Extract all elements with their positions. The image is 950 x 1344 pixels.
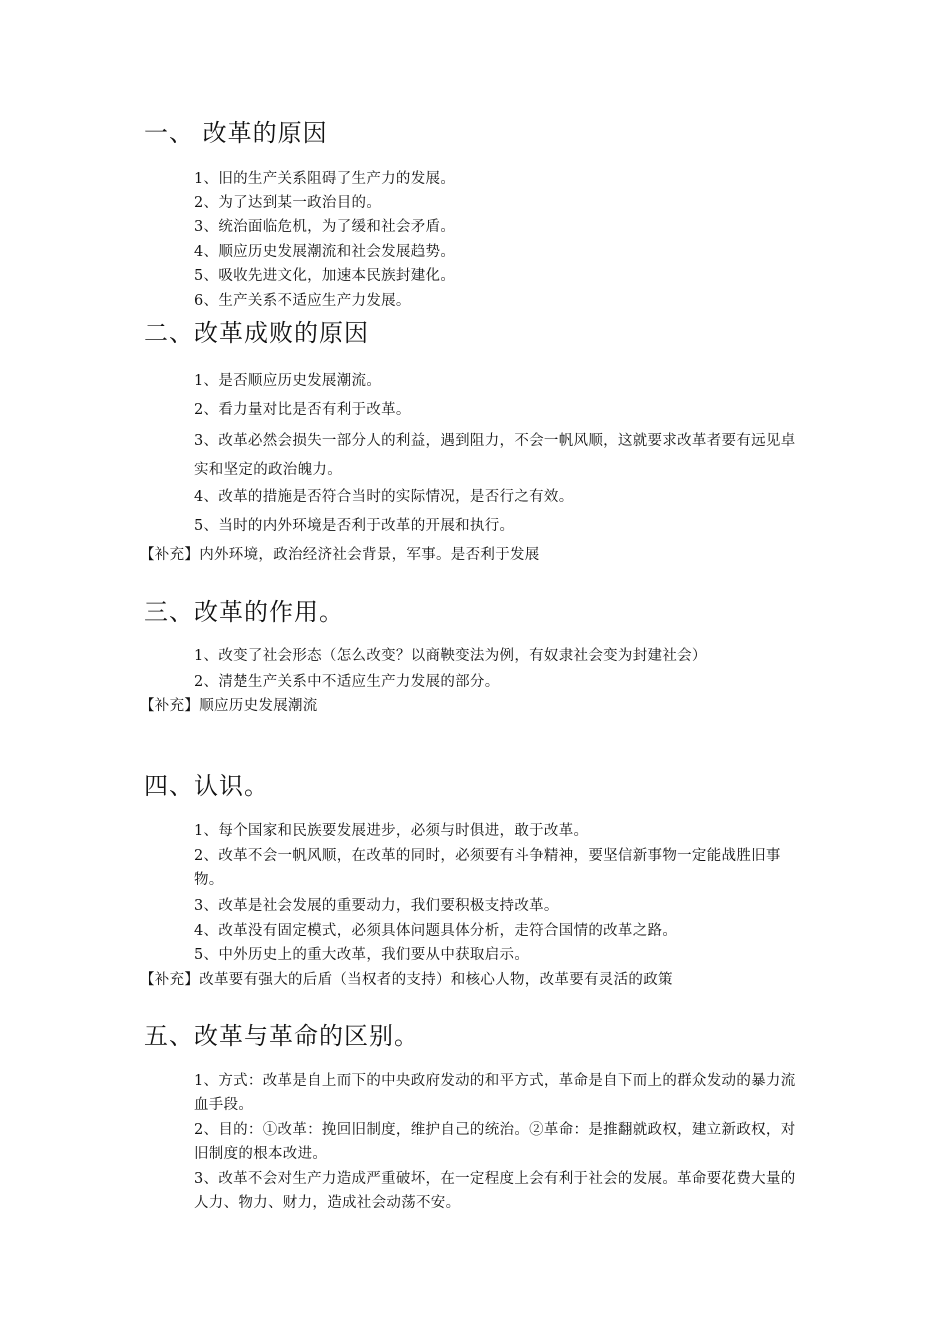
section-4-item-3: 3、改革是社会发展的重要动力，我们要积极支持改革。: [194, 898, 559, 914]
section-2-item-2: 2、看力量对比是否有利于改革。: [194, 402, 411, 418]
section-1-item-3: 3、统治面临危机，为了缓和社会矛盾。: [194, 219, 456, 235]
section-3-supplement: 【补充】顺应历史发展潮流: [140, 698, 318, 714]
section-5-item-1: 1、方式：改革是自上而下的中央政府发动的和平方式，革命是自下而上的群众发动的暴力流血手段。: [194, 1073, 796, 1113]
section-1-item-4: 4、顺应历史发展潮流和社会发展趋势。: [194, 244, 456, 260]
section-1-item-1: 1、旧的生产关系阻碍了生产力的发展。: [194, 171, 456, 187]
section-4-item-5: 5、中外历史上的重大改革，我们要从中获取启示。: [194, 947, 530, 963]
section-2-supplement: 【补充】内外环境，政治经济社会背景，军事。是否利于发展: [140, 547, 540, 563]
section-4-supplement: 【补充】改革要有强大的后盾（当权者的支持）和核心人物，改革要有灵活的政策: [140, 972, 673, 988]
section-2-item-3: 3、改革必然会损失一部分人的利益，遇到阻力，不会一帆风顺，这就要求改革者要有远见卓实和坚定的政治魄力。: [194, 433, 796, 478]
section-4-item-4: 4、改革没有固定模式，必须具体问题具体分析，走符合国情的改革之路。: [194, 923, 678, 939]
section-1-heading: 一、 改革的原因: [144, 119, 328, 147]
section-2-item-5: 5、当时的内外环境是否利于改革的开展和执行。: [194, 518, 515, 534]
section-2-item-1: 1、是否顺应历史发展潮流。: [194, 373, 382, 389]
section-5-heading: 五、改革与革命的区别。: [144, 1022, 419, 1050]
section-5-item-3: 3、改革不会对生产力造成严重破坏，在一定程度上会有利于社会的发展。革命要花费大量的人力、物力、财力，造成社会动荡不安。: [194, 1171, 796, 1211]
section-2-item-4: 4、改革的措施是否符合当时的实际情况，是否行之有效。: [194, 489, 574, 505]
section-4-heading: 四、认识。: [144, 772, 269, 800]
section-1-item-6: 6、生产关系不适应生产力发展。: [194, 293, 411, 309]
section-4-item-2: 2、改革不会一帆风顺，在改革的同时，必须要有斗争精神，要坚信新事物一定能战胜旧事物。: [194, 848, 781, 888]
section-1-item-2: 2、为了达到某一政治目的。: [194, 195, 382, 211]
section-4-item-1: 1、每个国家和民族要发展进步，必须与时俱进，敢于改革。: [194, 823, 589, 839]
section-1-item-5: 5、吸收先进文化，加速本民族封建化。: [194, 268, 456, 284]
section-3-heading: 三、改革的作用。: [144, 598, 344, 626]
section-3-item-2: 2、清楚生产关系中不适应生产力发展的部分。: [194, 674, 500, 690]
section-3-item-1: 1、改变了社会形态（怎么改变？以商鞅变法为例，有奴隶社会变为封建社会）: [194, 648, 707, 664]
section-5-item-2: 2、目的：①改革：挽回旧制度，维护自己的统治。②革命：是推翻就政权，建立新政权，对旧制度的根本改进。: [194, 1122, 796, 1162]
section-2-heading: 二、改革成败的原因: [144, 319, 369, 347]
